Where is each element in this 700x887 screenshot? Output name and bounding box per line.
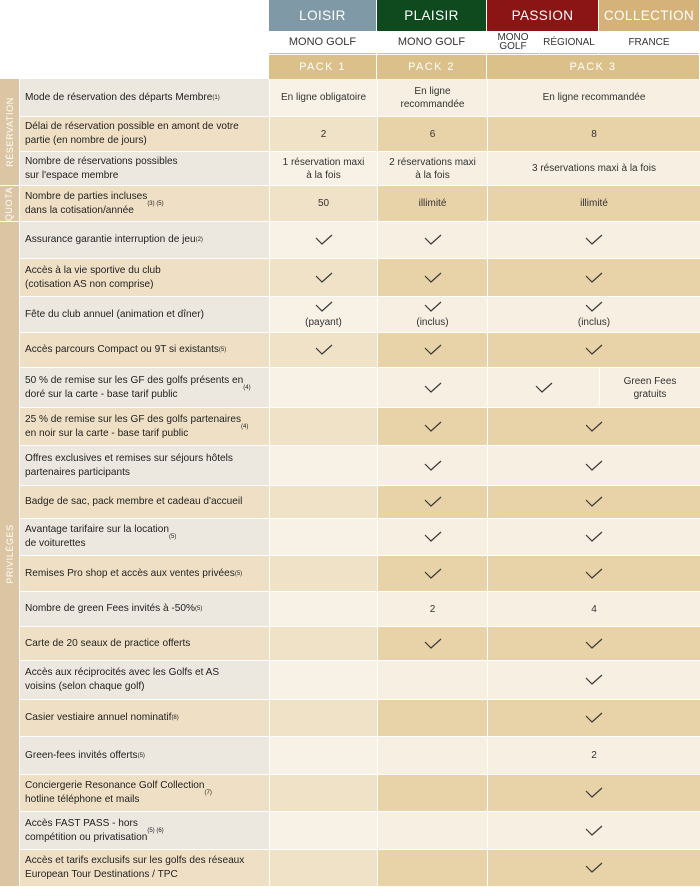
row-label [20, 850, 269, 887]
cell-pack3 [487, 627, 700, 661]
cell-pack2 [377, 519, 487, 556]
row-label-text: Avantage tarifaire sur la location de voiturettes [25, 524, 170, 549]
plan-header-loisir: LOISIR [269, 0, 376, 31]
cell-pack1 [269, 259, 377, 297]
row-label: 50 % de remise sur les GF des golfs présents en doré sur la carte - base tarif public (4) [20, 368, 269, 408]
row-label-text: 25 % de remise sur les GF des golfs partenaires en noir sur la carte - base tarif public [25, 413, 241, 439]
row-label [20, 152, 269, 186]
cell-pack2 [377, 850, 487, 887]
cell-pack3-regional [487, 368, 599, 408]
cell-pack1 [269, 222, 377, 259]
cell-note: (inclus) [577, 316, 611, 328]
section-label-text: PRIVILÈGES [4, 524, 15, 584]
cell-pack3 [487, 661, 700, 700]
cell-pack3 [487, 486, 700, 519]
cell-pack1 [269, 700, 377, 737]
cell-pack3 [487, 556, 700, 592]
check-icon [585, 421, 603, 433]
cell-text: 2 [320, 128, 327, 140]
row-label: Avantage tarifaire sur la location de voiturettes (5) [20, 519, 269, 556]
row-label [20, 486, 269, 519]
cell-pack2 [377, 79, 487, 117]
cell-pack1 [269, 152, 377, 186]
check-icon [585, 638, 603, 650]
cell-text: 2 [591, 750, 597, 761]
row-label-text: Accès FAST PASS - hors compétition ou privatisation [25, 817, 148, 843]
cell-pack1 [269, 661, 377, 700]
cell-pack3 [487, 850, 700, 887]
row-label: Conciergerie Resonance Golf Collection hotline téléphone et mails (7) [20, 775, 269, 812]
cell-text: 1 réservation maxi à la fois [282, 156, 365, 181]
row-label: Mode de réservation des départs Membre (1) [20, 79, 269, 117]
check-icon [424, 272, 442, 284]
cell-pack3 [487, 152, 700, 186]
row-label-text: Remises Pro shop et accès aux ventes privées [25, 567, 235, 579]
scope-label: RÉGIONAL [540, 31, 598, 54]
row-label: Nombre de green Fees invités à -50% (5) [20, 592, 269, 627]
cell-pack3 [487, 408, 700, 446]
cell-pack2 [377, 661, 487, 700]
check-icon [315, 301, 333, 313]
cell-pack2 [377, 812, 487, 850]
check-icon [424, 234, 442, 246]
check-icon [424, 531, 442, 543]
cell-text: illimité [580, 198, 608, 209]
cell-pack1 [269, 333, 377, 368]
cell-pack2 [377, 222, 487, 259]
cell-pack3 [487, 117, 700, 152]
row-label-text: Délai de réservation possible en amont de votre partie (en nombre de jours) [25, 121, 239, 146]
row-label-text: Carte de 20 seaux de practice offerts [25, 637, 191, 649]
row-label: 25 % de remise sur les GF des golfs partenaires en noir sur la carte - base tarif public (4) [20, 408, 269, 446]
section-label-privileges [0, 222, 19, 887]
row-label-text: Accès et tarifs exclusifs sur les golfs des réseaux European Tour Destinations / TPC [25, 855, 245, 880]
check-icon [585, 712, 603, 724]
cell-text: illimité [418, 198, 447, 209]
cell-pack3 [487, 259, 700, 297]
check-icon [585, 496, 603, 508]
cell-pack2 [377, 152, 487, 186]
cell-pack1 [269, 297, 377, 333]
scope-label: MONO GOLF [487, 31, 539, 54]
pack-label: PACK 2 [377, 55, 486, 79]
cell-text: En ligne recommandée [400, 85, 465, 110]
cell-pack1 [269, 775, 377, 812]
row-label: Accès parcours Compact ou 9T si existants (5) [20, 333, 269, 368]
cell-pack3 [487, 222, 700, 259]
row-label-text: Fête du club annuel (animation et dîner) [25, 308, 204, 320]
cell-pack2 [377, 556, 487, 592]
row-label [20, 627, 269, 661]
cell-pack1 [269, 850, 377, 887]
cell-pack2 [377, 700, 487, 737]
row-label: Accès FAST PASS - hors compétition ou privatisation (5) (6) [20, 812, 269, 850]
check-icon [585, 825, 603, 837]
cell-pack2 [377, 592, 487, 627]
row-label: Assurance garantie interruption de jeu (2) [20, 222, 269, 259]
cell-text: 6 [429, 128, 436, 140]
check-icon [424, 460, 442, 472]
cell-pack2 [377, 117, 487, 152]
cell-pack1 [269, 446, 377, 486]
cell-note: (payant) [305, 316, 342, 328]
cell-pack1 [269, 486, 377, 519]
check-icon [535, 382, 553, 394]
check-icon [585, 531, 603, 543]
cell-text: 50 [317, 198, 330, 209]
row-label-text: Accès parcours Compact ou 9T si existants [25, 344, 219, 355]
cell-pack1 [269, 186, 377, 222]
cell-text: En ligne obligatoire [280, 92, 367, 103]
cell-pack2 [377, 368, 487, 408]
cell-pack2 [377, 259, 487, 297]
check-icon [424, 638, 442, 650]
row-label-text: Casier vestiaire annuel nominatif [25, 712, 172, 723]
cell-pack3 [487, 812, 700, 850]
cell-pack2 [377, 333, 487, 368]
check-icon [585, 234, 603, 246]
check-icon [585, 460, 603, 472]
cell-text: 2 réservations maxi à la fois [389, 156, 476, 181]
row-label [20, 117, 269, 152]
row-label [20, 297, 269, 333]
cell-pack1 [269, 737, 377, 775]
pack-label: PACK 3 [487, 55, 699, 79]
row-label-text: Assurance garantie interruption de jeu [25, 234, 196, 245]
row-label-text: 50 % de remise sur les GF des golfs présents en doré sur la carte - base tarif public [25, 374, 244, 400]
cell-pack1 [269, 408, 377, 446]
cell-pack3 [487, 333, 700, 368]
section-label-reservation [0, 79, 19, 186]
cell-pack3 [487, 297, 700, 333]
cell-pack3 [487, 79, 700, 117]
cell-pack3 [487, 737, 700, 775]
check-icon [424, 421, 442, 433]
row-label: Nombre de parties incluses dans la cotisation/année (3) (5) [20, 186, 269, 222]
cell-pack1 [269, 368, 377, 408]
cell-pack2 [377, 186, 487, 222]
check-icon [585, 272, 603, 284]
section-label-text: RÉSERVATION [4, 97, 15, 167]
cell-pack3 [487, 592, 700, 627]
check-icon [424, 301, 442, 313]
row-label-text: Mode de réservation des départs Membre [25, 91, 213, 103]
check-icon [424, 496, 442, 508]
plan-header-passion: PASSION [487, 0, 598, 31]
cell-text: 4 [591, 603, 597, 615]
cell-pack2 [377, 446, 487, 486]
row-label-text: Accès aux réciprocités avec les Golfs et AS voisins (selon chaque golf) [25, 667, 220, 692]
cell-pack1 [269, 627, 377, 661]
cell-pack1 [269, 592, 377, 627]
check-icon [315, 234, 333, 246]
cell-text: 3 réservations maxi à la fois [532, 163, 656, 174]
check-icon [424, 382, 442, 394]
cell-text: Green Fees gratuits [623, 375, 677, 400]
check-icon [315, 344, 333, 356]
cell-pack2 [377, 408, 487, 446]
row-label-text: Offres exclusives et remises sur séjours hôtels partenaires participants [25, 452, 233, 478]
cell-pack3 [487, 700, 700, 737]
cell-pack2 [377, 737, 487, 775]
row-label-text: Accès à la vie sportive du club (cotisation AS non comprise) [25, 264, 161, 290]
check-icon [585, 674, 603, 686]
cell-pack3 [487, 186, 700, 222]
scope-label: FRANCE [599, 31, 699, 54]
cell-text: 8 [591, 128, 597, 140]
row-label [20, 446, 269, 486]
scope-label: MONO GOLF [269, 31, 376, 54]
cell-pack2 [377, 627, 487, 661]
row-label [20, 259, 269, 297]
cell-pack2 [377, 775, 487, 812]
check-icon [585, 568, 603, 580]
cell-pack3-france [599, 368, 700, 408]
cell-pack1 [269, 79, 377, 117]
row-label-text: Nombre de parties incluses dans la cotisation/année [25, 190, 148, 216]
row-label: Green-fees invités offerts (5) [20, 737, 269, 775]
check-icon [424, 568, 442, 580]
row-label-text: Green-fees invités offerts [25, 749, 138, 761]
cell-pack3 [487, 519, 700, 556]
section-label-text: QUOTA [4, 186, 15, 221]
cell-text: 2 [429, 603, 436, 615]
cell-pack3 [487, 446, 700, 486]
check-icon [585, 344, 603, 356]
check-icon [315, 272, 333, 284]
check-icon [585, 787, 603, 799]
cell-pack3 [487, 775, 700, 812]
row-label-text: Conciergerie Resonance Golf Collection hotline téléphone et mails [25, 780, 205, 805]
cell-text: En ligne recommandée [542, 92, 646, 103]
row-label: Casier vestiaire annuel nominatif (8) [20, 700, 269, 737]
check-icon [585, 301, 603, 313]
cell-note: (inclus) [416, 316, 449, 328]
scope-label: MONO GOLF [377, 31, 486, 54]
cell-pack1 [269, 117, 377, 152]
row-label-text: Nombre de green Fees invités à -50% [25, 603, 195, 614]
cell-pack2 [377, 297, 487, 333]
pack-label: PACK 1 [269, 55, 376, 79]
cell-pack1 [269, 812, 377, 850]
row-label-text: Nombre de réservations possibles sur l'espace membre [25, 155, 178, 181]
plan-header-plaisir: PLAISIR [377, 0, 486, 31]
cell-pack1 [269, 556, 377, 592]
row-label-text: Badge de sac, pack membre et cadeau d'accueil [25, 496, 243, 507]
cell-pack2 [377, 486, 487, 519]
cell-pack1 [269, 519, 377, 556]
section-label-quota [0, 186, 19, 222]
check-icon [585, 862, 603, 874]
row-label [20, 661, 269, 700]
row-label: Remises Pro shop et accès aux ventes privées (5) [20, 556, 269, 592]
plan-header-collection: COLLECTION [599, 0, 699, 31]
check-icon [424, 344, 442, 356]
